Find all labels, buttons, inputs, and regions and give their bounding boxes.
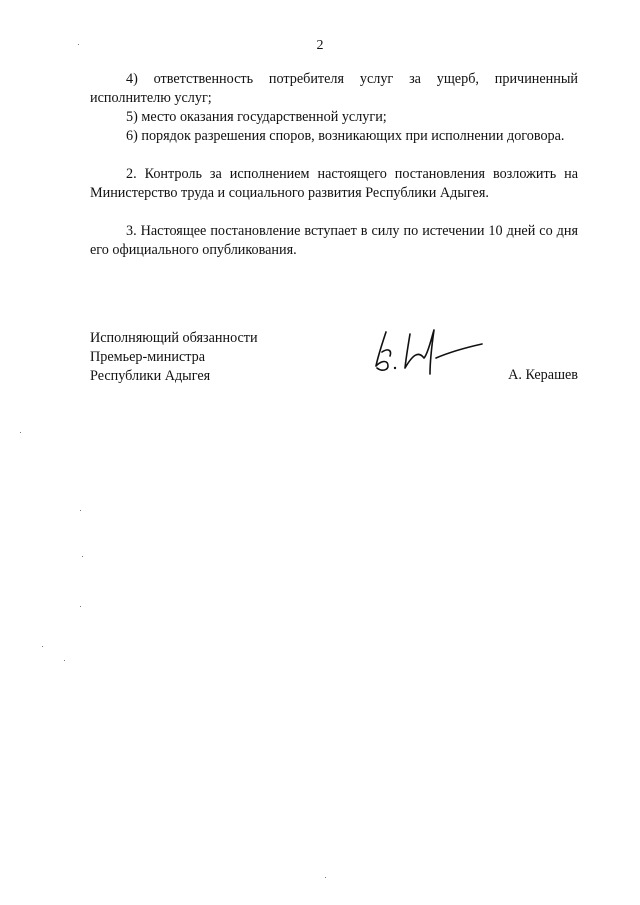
scan-speck: [80, 606, 81, 607]
scan-speck: [78, 44, 79, 45]
list-item-5: 5) место оказания государственной услуги;: [126, 109, 387, 125]
signatory-title-line-1: Исполняющий обязанности: [90, 330, 258, 346]
list-item-4: 4) ответственность потребителя услуг за ущерб, причиненный исполнителю услуг;: [90, 71, 578, 106]
scan-speck: [64, 660, 65, 661]
scan-speck: [325, 877, 326, 878]
handwritten-signature: [368, 322, 488, 382]
signatory-title-line-3: Республики Адыгея: [90, 368, 211, 384]
scan-speck: [20, 432, 21, 433]
scan-speck: [80, 510, 81, 511]
scan-speck: [42, 646, 43, 647]
paragraph-effective-date: 3. Настоящее постановление вступает в силу по истечении 10 дней со дня его официального опубликования.: [90, 223, 578, 258]
list-item-6: 6) порядок разрешения споров, возникающих при исполнении договора.: [126, 128, 565, 144]
signatory-title-line-2: Премьер-министра: [90, 349, 206, 365]
scan-speck: [82, 556, 83, 557]
paragraph-control: 2. Контроль за исполнением настоящего постановления возложить на Министерство труда и социального развития Республики Адыгея.: [90, 166, 578, 201]
signatory-title: [90, 329, 258, 386]
signatory-name: А. Керашев: [508, 367, 578, 383]
page-number: 2: [316, 38, 324, 53]
document-body: [90, 70, 578, 260]
